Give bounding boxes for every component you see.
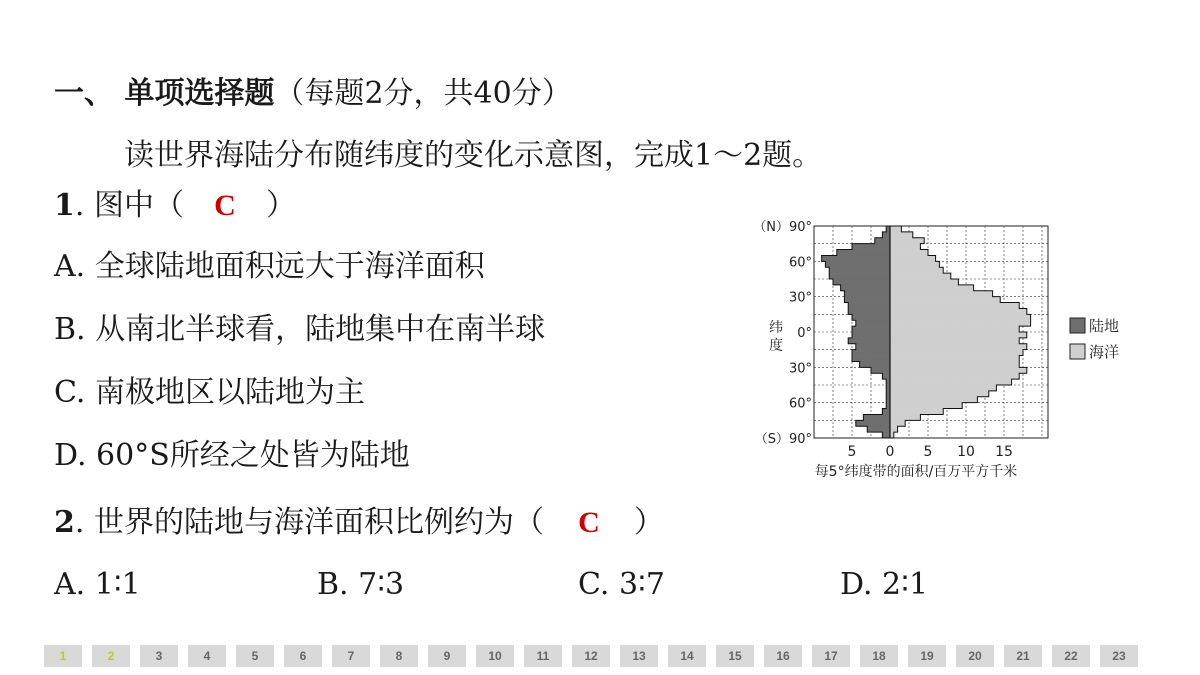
ocean-bar <box>890 226 901 232</box>
page-tab-2[interactable]: 2 <box>92 645 130 667</box>
y-tick-label: （N）90° <box>753 220 812 235</box>
x-tick-labels <box>848 444 1013 460</box>
question-2-stem <box>54 503 664 543</box>
sea-land-latitude-chart <box>742 208 1142 483</box>
page-tab-18[interactable]: 18 <box>860 645 898 667</box>
question-1-option-d: D. 60°S所经之处皆为陆地 <box>54 438 410 473</box>
land-bar <box>863 414 890 420</box>
page-navigator <box>44 645 1144 667</box>
land-bar <box>841 285 890 291</box>
question-1-text: . 图中（ <box>74 188 184 223</box>
land-bar <box>825 261 890 267</box>
land-bar <box>867 426 890 432</box>
ocean-bar <box>890 420 905 426</box>
legend-swatch-ocean <box>1070 344 1085 359</box>
ocean-bar <box>890 303 1019 309</box>
legend-label-land: 陆地 <box>1089 317 1120 335</box>
question-2-option-c: C. 3∶7 <box>578 567 665 602</box>
page-tab-16[interactable]: 16 <box>764 645 802 667</box>
land-bar <box>822 255 890 261</box>
land-bar <box>848 338 890 344</box>
x-tick-label: 5 <box>923 444 933 460</box>
y-tick-label: 30° <box>788 361 812 377</box>
land-bar <box>852 326 890 332</box>
question-1-option-a: A. 全球陆地面积远大于海洋面积 <box>54 249 485 284</box>
land-bar <box>837 250 890 256</box>
land-bar <box>829 273 890 279</box>
ocean-bar <box>890 350 1023 356</box>
ocean-bar <box>890 273 951 279</box>
land-bar <box>882 232 890 238</box>
page-tab-15[interactable]: 15 <box>716 645 754 667</box>
x-tick-label: 5 <box>847 444 857 460</box>
page-tab-17[interactable]: 17 <box>812 645 850 667</box>
legend <box>1070 317 1119 361</box>
land-bar <box>875 238 890 244</box>
ocean-bar <box>890 385 996 391</box>
page-tab-1[interactable]: 1 <box>44 645 82 667</box>
ocean-bar <box>890 338 1019 344</box>
intro-text: 读世界海陆分布随纬度的变化示意图，完成1～2题。 <box>124 138 823 173</box>
question-1-answer: C <box>214 189 236 222</box>
x-axis-label: 每5°纬度带的面积/百万平方千米 <box>814 464 1018 480</box>
land-bar <box>856 420 890 426</box>
question-1-stem <box>54 186 296 226</box>
land-bar <box>848 303 890 309</box>
x-tick-label: 15 <box>995 444 1013 460</box>
ocean-bar <box>890 308 1027 314</box>
x-tick-label: 0 <box>885 444 895 460</box>
legend-label-ocean: 海洋 <box>1089 343 1120 361</box>
ocean-bar <box>890 244 920 250</box>
ocean-bar <box>890 267 943 273</box>
page-tab-22[interactable]: 22 <box>1052 645 1090 667</box>
page-tab-3[interactable]: 3 <box>140 645 178 667</box>
page-tab-20[interactable]: 20 <box>956 645 994 667</box>
ocean-bar <box>890 373 1019 379</box>
page-tab-6[interactable]: 6 <box>284 645 322 667</box>
land-bar <box>829 267 890 273</box>
page-tab-21[interactable]: 21 <box>1004 645 1042 667</box>
page-tab-10[interactable]: 10 <box>476 645 514 667</box>
question-1-close: ） <box>265 188 296 223</box>
ocean-bar <box>890 285 974 291</box>
ocean-bar <box>890 361 1019 367</box>
ocean-bar <box>890 250 928 256</box>
y-tick-label: 60° <box>788 255 812 271</box>
ocean-bar <box>890 232 913 238</box>
page-tab-9[interactable]: 9 <box>428 645 466 667</box>
ocean-bar <box>890 391 989 397</box>
land-bar <box>844 291 890 297</box>
y-tick-label: 60° <box>788 396 812 412</box>
y-tick-label: 30° <box>788 290 812 306</box>
land-bar <box>848 308 890 314</box>
land-bar <box>882 373 890 379</box>
ocean-bar <box>890 426 898 432</box>
land-bar <box>882 432 890 438</box>
question-2-number: 2 <box>54 505 75 540</box>
land-bar <box>882 409 890 415</box>
ocean-bar <box>890 403 962 409</box>
y-tick-label: 0° <box>797 326 812 341</box>
ocean-bar <box>890 326 1019 332</box>
ocean-bar <box>890 291 993 297</box>
question-2-option-d: D. 2∶1 <box>840 567 929 602</box>
ocean-bar <box>890 379 1012 385</box>
question-1-option-b: B. 从南北半球看，陆地集中在南半球 <box>54 312 546 347</box>
ocean-bar <box>890 409 943 415</box>
page-tab-13[interactable]: 13 <box>620 645 658 667</box>
page-tab-4[interactable]: 4 <box>188 645 226 667</box>
page-tab-12[interactable]: 12 <box>572 645 610 667</box>
land-bar <box>871 367 890 373</box>
question-2-option-b: B. 7∶3 <box>317 567 405 602</box>
ocean-bar <box>890 297 1000 303</box>
question-1-option-c: C. 南极地区以陆地为主 <box>54 375 365 410</box>
ocean-bar <box>890 261 939 267</box>
land-bar <box>852 356 890 362</box>
land-bar <box>852 314 890 320</box>
ocean-bar <box>890 344 1027 350</box>
ocean-bar <box>890 356 1019 362</box>
ocean-bar <box>890 414 920 420</box>
page-tab-23[interactable]: 23 <box>1100 645 1138 667</box>
land-bar <box>852 350 890 356</box>
ocean-bar <box>890 238 924 244</box>
page-tab-8[interactable]: 8 <box>380 645 418 667</box>
y-axis-label-top: 纬 <box>769 320 783 336</box>
ocean-bar <box>890 320 1031 326</box>
question-1-number: 1 <box>54 188 75 223</box>
y-axis-label-bottom: 度 <box>769 338 783 354</box>
page-tab-19[interactable]: 19 <box>908 645 946 667</box>
land-bar <box>844 297 890 303</box>
y-tick-label: （S）90° <box>754 432 812 447</box>
x-tick-label: 10 <box>957 444 975 460</box>
ocean-bar <box>890 367 1027 373</box>
page-tab-7[interactable]: 7 <box>332 645 370 667</box>
land-bar <box>833 279 890 285</box>
land-bar <box>860 361 890 367</box>
page-tab-14[interactable]: 14 <box>668 645 706 667</box>
ocean-bar <box>890 314 1031 320</box>
ocean-bar <box>890 332 1027 338</box>
page-tab-11[interactable]: 11 <box>524 645 562 667</box>
land-bar <box>852 244 890 250</box>
land-bar <box>852 332 890 338</box>
question-2-text: . 世界的陆地与海洋面积比例约为（ <box>74 505 544 540</box>
legend-swatch-land <box>1070 318 1085 333</box>
section-title <box>54 74 572 114</box>
land-bar <box>856 344 890 350</box>
ocean-bar <box>890 397 977 403</box>
section-heading: 一、 单项选择题 <box>54 76 275 111</box>
section-subtitle: （每题2分，共40分） <box>274 76 572 111</box>
ocean-bar <box>890 255 936 261</box>
question-2-close: ） <box>633 505 664 540</box>
question-2-answer: C <box>578 506 600 539</box>
ocean-bar <box>890 279 958 285</box>
page-tab-5[interactable]: 5 <box>236 645 274 667</box>
land-bar <box>856 320 890 326</box>
question-2-option-a: A. 1∶1 <box>54 567 141 602</box>
